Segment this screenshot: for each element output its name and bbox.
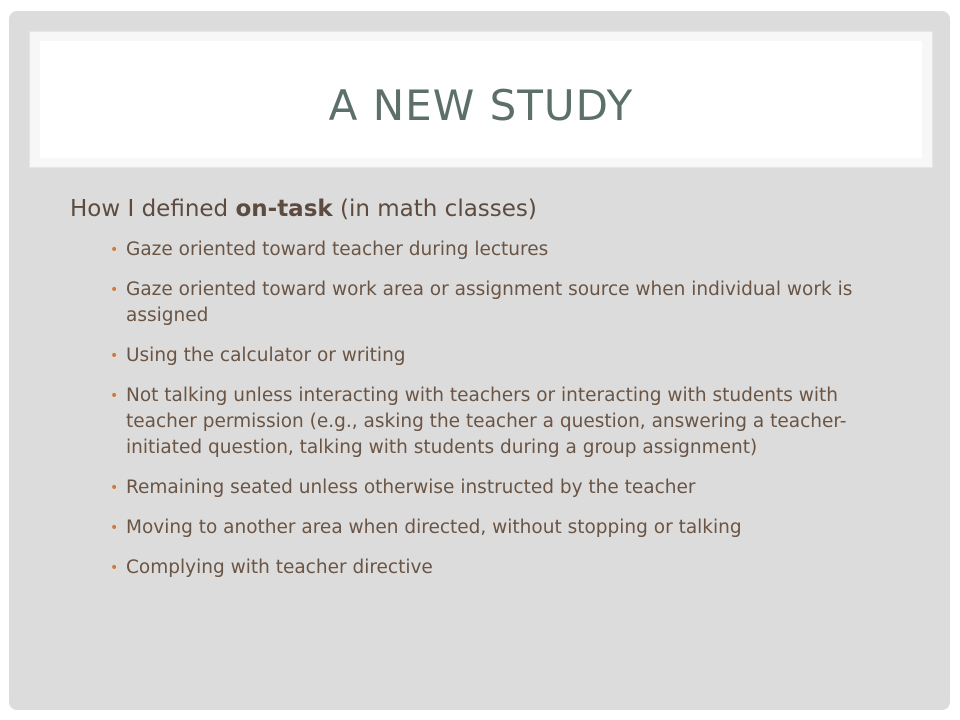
bullet-text: Gaze oriented toward teacher during lectures <box>126 239 549 260</box>
title-box <box>29 31 933 168</box>
heading-prefix: How I defined <box>70 196 236 222</box>
bullet-item <box>70 277 900 329</box>
slide-title: A NEW STUDY <box>328 81 634 130</box>
title-panel <box>40 41 922 158</box>
bullet-text: Moving to another area when directed, without stopping or talking <box>126 517 742 538</box>
heading-suffix: (in math classes) <box>332 196 537 222</box>
bullet-icon: • <box>110 520 119 536</box>
bullet-icon: • <box>110 388 119 404</box>
bullet-icon: • <box>110 242 119 258</box>
bullet-item <box>70 383 900 461</box>
bullet-text: Complying with teacher directive <box>126 557 433 578</box>
content-area <box>70 193 900 595</box>
slide <box>9 11 950 710</box>
bullet-text: Remaining seated unless otherwise instructed by the teacher <box>126 477 696 498</box>
bullet-icon: • <box>110 348 119 364</box>
bullet-text: Gaze oriented toward work area or assignment source when individual work is assigned <box>126 279 853 326</box>
bullet-item <box>70 475 900 501</box>
bullet-item <box>70 555 900 581</box>
bullet-item <box>70 343 900 369</box>
bullet-icon: • <box>110 282 119 298</box>
bullet-icon: • <box>110 480 119 496</box>
bullet-text: Not talking unless interacting with teachers or interacting with students with teacher permission (e.g., asking the teacher a question, answering a teacher-initiated question, talking with students during a group assignment) <box>126 385 847 458</box>
bullet-item <box>70 237 900 263</box>
section-heading <box>70 193 900 225</box>
heading-emphasis: on-task <box>235 196 333 222</box>
bullet-icon: • <box>110 560 119 576</box>
bullet-list <box>70 237 900 581</box>
bullet-item <box>70 515 900 541</box>
bullet-text: Using the calculator or writing <box>126 345 406 366</box>
